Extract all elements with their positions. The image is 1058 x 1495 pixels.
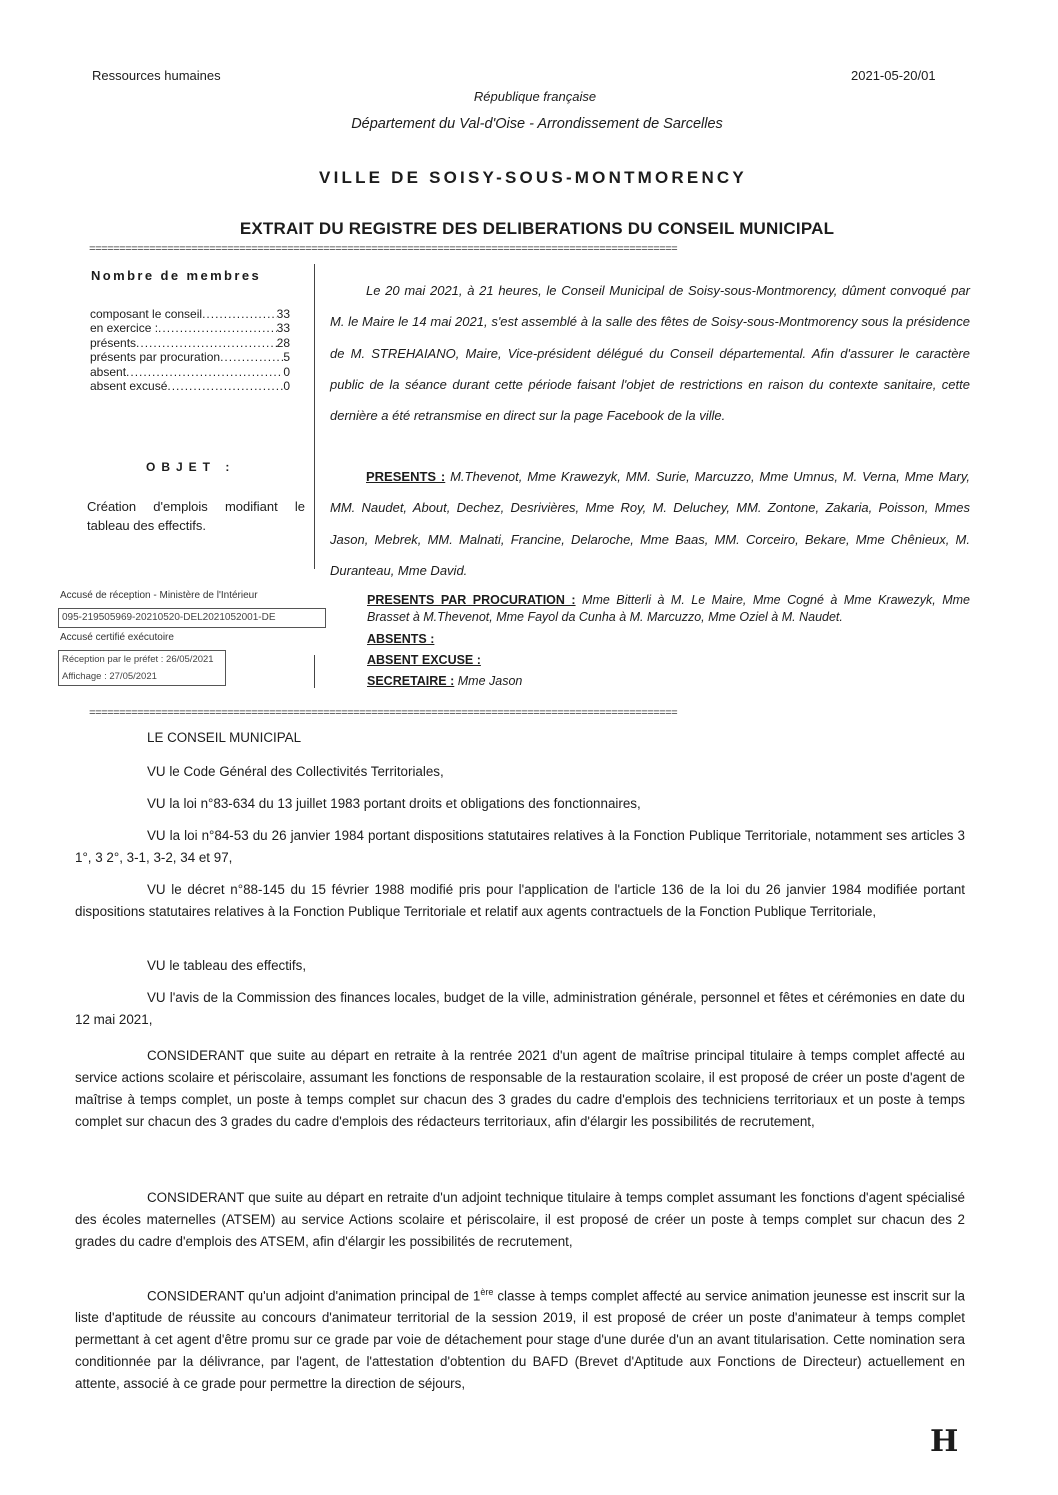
secretaire-line — [367, 673, 522, 690]
vu-avis-commission: VU l'avis de la Commission des finances locales, budget de la ville, administration générale, personnel et fêtes et cérémonies en date du 12 mai 2021, — [75, 990, 965, 1027]
vu-decret-1988: VU le décret n°88-145 du 15 février 1988 modifié pris pour l'application de l'article 136 de la loi du 26 janvier 1984 modifiée portant dispositions statutaires relatives à la Fonction Publique Territoriale et relatif aux agents contractuels de la Fonction Publique Territoriale, — [75, 882, 965, 919]
stamp-reception: Réception par le préfet : 26/05/2021 — [62, 654, 214, 665]
members-row-composant: composant le conseil ..... 33 — [90, 307, 290, 321]
departement-label: Département du Val-d'Oise - Arrondissement de Sarcelles — [351, 116, 723, 132]
members-row-exercice: en exercice : ..... 33 — [90, 321, 290, 335]
separator-rule-bottom: ================================================================================================== — [89, 708, 678, 720]
members-row-presents: présents ..... 28 — [90, 336, 290, 350]
stamp-dates-box — [58, 650, 226, 686]
members-row-absent-excuse: absent excusé ..... 0 — [90, 379, 290, 393]
presents-list: M.Thevenot, Mme Krawezyk, MM. Surie, Marcuzzo, Mme Umnus, M. Verna, Mme Mary, MM. Naudet, About, Dechez, Desrivières, Mme Roy, M. Deluchey, MM. Zontone, Zakaria, Poisson, Mmes Jason, Mebrek, MM. Malnati, Francine, Delaroche, Mme Baas, MM. Corceiro, Bekare, Mme Chênieux, M. Duranteau, Mme David. — [330, 469, 971, 578]
considerant-3: CONSIDERANT qu'un adjoint d'animation principal de 1ère classe à temps complet affecté au service animation jeunesse est inscrit sur la liste d'aptitude de réussite au concours d'animateur territorial de la session 2019, il est proposé de créer un poste d'animateur à temps complet permettant à cet agent d'être promu sur ce grade par voie de détachement pour stage d'une durée d'un an avant titularisation. Cette nomination sera conditionnée par la délivrance, par l'agent, de l'attestation d'obtention du BAFD (Brevet d'Aptitude aux Fonctions de Directeur) actuellement en attente, associé à ce grade pour permettre la direction de séjours, — [75, 1287, 965, 1392]
republique-label: République française — [473, 89, 597, 104]
absent-excuse-label: ABSENT EXCUSE : — [367, 653, 481, 667]
members-row-procuration: présents par procuration ..... 5 — [90, 350, 290, 364]
considerant-1: CONSIDERANT que suite au départ en retraite à la rentrée 2021 d'un agent de maîtrise principal titulaire à temps complet affecté au service actions scolaire et périscolaire, assumant les fonctions de responsable de la restauration scolaire, il est proposé de créer un poste d'agent de maîtrise à temps complet, un poste à temps complet sur chacun des 3 grades du cadre d'emplois des techniciens territoriaux et un poste à temps complet sur chacun des 3 grades du cadre d'emplois des rédacteurs territoriaux, afin d'élargir les possibilités de recrutement, — [75, 1048, 965, 1129]
secretaire-name: Mme Jason — [454, 674, 523, 688]
considerant-2: CONSIDERANT que suite au départ en retraite d'un adjoint technique titulaire à temps complet assumant les fonctions d'agent spécialisé des écoles maternelles (ATSEM) au service Actions scolaire et périscolaire, il est proposé de créer un poste à temps complet sur chacun des 2 grades du cadre d'emplois des ATSEM, afin d'élargir les possibilités de recrutement, — [75, 1190, 965, 1249]
session-intro: Le 20 mai 2021, à 21 heures, le Conseil Municipal de Soisy-sous-Montmorency, dûment convoqué par M. le Maire le 14 mai 2021, s'est assemblé à la salle des fêtes de Soisy-sous-Montmorency sous la présidence de M. STREHAIANO, Maire, Vice-président délégué du Conseil départemental. Afin d'assurer le caractère public de la séance durant cette période faisant l'objet de restrictions en raison du contexte sanitaire, cette dernière a été retransmise en direct sur la page Facebook de la ville. — [330, 283, 970, 424]
conseil-heading: LE CONSEIL MUNICIPAL — [147, 730, 302, 745]
stamp-ar-number: 095-219505969-20210520-DEL2021052001-DE — [58, 608, 326, 628]
members-row-absent: absent ..... 0 — [90, 365, 290, 379]
stamp-affichage: Affichage : 27/05/2021 — [62, 671, 157, 682]
service-label: Ressources humaines — [92, 68, 221, 83]
vu-cgct: VU le Code Général des Collectivités Territoriales, — [147, 764, 444, 779]
separator-rule-top: ================================================================================================== — [89, 244, 678, 256]
objet-text: Création d'emplois modifiant le tableau des effectifs. — [87, 499, 305, 533]
deliberation-reference: 2021-05-20/01 — [851, 68, 936, 83]
column-separator-lower — [314, 655, 315, 688]
absents-line — [367, 631, 434, 648]
presents-label: PRESENTS : — [366, 469, 446, 484]
column-separator — [314, 264, 315, 569]
members-heading: Nombre de membres — [91, 268, 262, 283]
vu-loi-1984: VU la loi n°84-53 du 26 janvier 1984 portant dispositions statutaires relatives à la Fonction Publique Territoriale, notamment ses articles 3 1°, 3 2°, 3-1, 3-2, 34 et 97, — [75, 828, 965, 865]
objet-heading: OBJET : — [146, 460, 236, 474]
extrait-title: EXTRAIT DU REGISTRE DES DELIBERATIONS DU CONSEIL MUNICIPAL — [239, 219, 835, 238]
procuration-list: Mme Bitterli à M. Le Maire, Mme Cogné à Mme Krawezyk, Mme Brasset à M.Thevenot, Mme Fayol da Cunha à M. Marcuzzo, Mme Oziel à M. Naudet. — [367, 593, 970, 624]
secretaire-label: SECRETAIRE : — [367, 674, 455, 688]
ville-title: VILLE DE SOISY-SOUS-MONTMORENCY — [319, 168, 747, 187]
vu-loi-1983: VU la loi n°83-634 du 13 juillet 1983 portant droits et obligations des fonctionnaires, — [147, 796, 641, 811]
absent-excuse-line — [367, 652, 481, 669]
procuration-label: PRESENTS PAR PROCURATION : — [367, 593, 576, 607]
members-table — [90, 307, 290, 393]
presents-paragraph — [330, 461, 970, 586]
absents-label: ABSENTS : — [367, 632, 435, 646]
stamp-executoire-label: Accusé certifié exécutoire — [60, 632, 174, 643]
initials-mark: H — [930, 1424, 959, 1459]
vu-tableau-effectifs: VU le tableau des effectifs, — [147, 958, 307, 973]
stamp-ar-label: Accusé de réception - Ministère de l'Intérieur — [60, 590, 258, 601]
procuration-paragraph — [367, 592, 970, 626]
